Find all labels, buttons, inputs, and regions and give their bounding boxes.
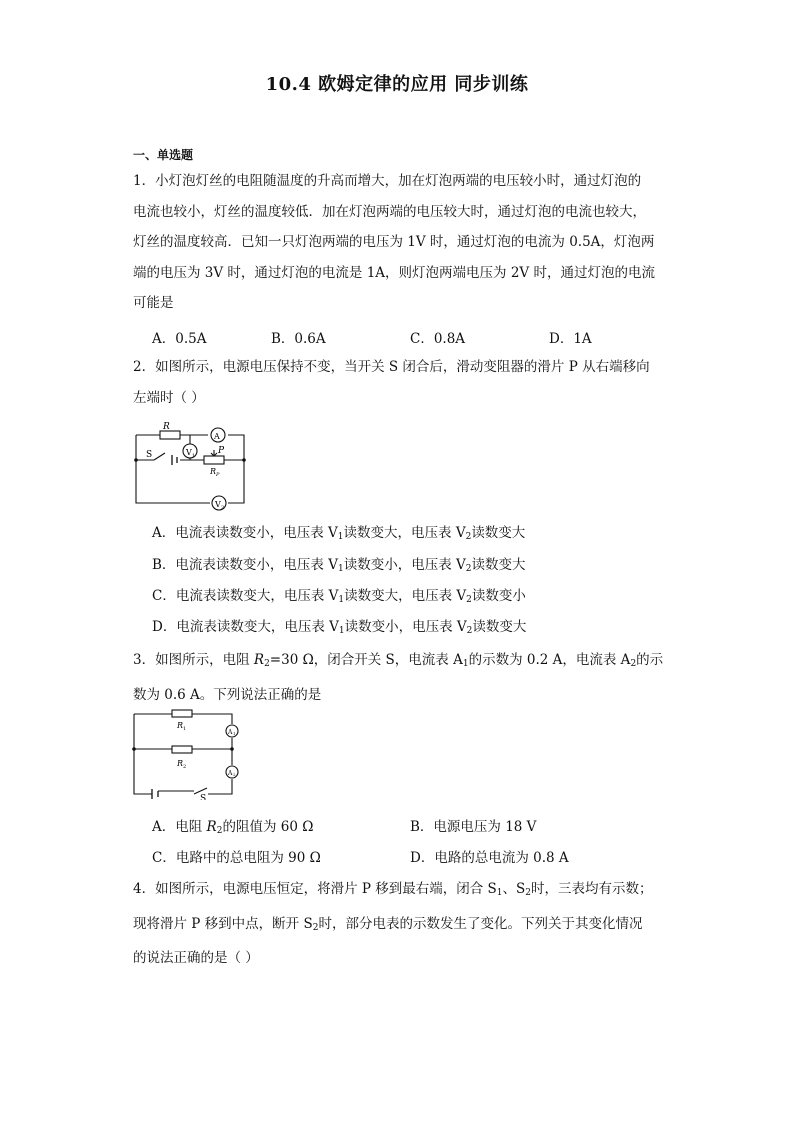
q1-option-b: B．0.6A: [271, 331, 326, 347]
q3-resistor-r2: [172, 746, 192, 753]
q2-label-a: A: [214, 432, 220, 441]
question-1-text: [133, 166, 673, 319]
q2-label-r: R: [163, 422, 170, 432]
q2-option-d: D．电流表读数变大，电压表 $V_1$读数变小，电压表 $V_2$读数变大: [152, 619, 527, 636]
q3-label-r1: R: [177, 721, 184, 730]
q3-label-a1-sub: 1: [233, 731, 236, 736]
q1-line: 灯丝的温度较高．已知一只灯泡两端的电压为 1V 时，通过灯泡的电流为 0.5A，灯泡两: [133, 234, 655, 250]
q3-option-c: C．电路中的总电阻为 90 Ω: [152, 850, 321, 866]
q3-label-a2: A: [228, 770, 233, 777]
section-heading: 一、单选题: [133, 148, 194, 162]
question-2-text: [133, 352, 673, 413]
q2-option-c: C．电流表读数变大，电压表 $V_1$读数变大，电压表 $V_2$读数变小: [152, 588, 526, 605]
q3-option-d: D．电路的总电流为 0.8 A: [410, 850, 569, 866]
q1-line: 电流也较小，灯丝的温度较低．加在灯泡两端的电压较大时，通过灯泡的电流也较大，: [133, 203, 646, 220]
q3-resistor-r1: [172, 710, 192, 717]
q3-label-s: S: [200, 794, 207, 800]
q1-line: 可能是: [133, 295, 174, 311]
q2-option-b: B．电流表读数变小，电压表 $V_1$读数变小，电压表 $V_2$读数变大: [152, 557, 526, 574]
q3-option-a: A．电阻 $R_2$的阻值为 60 Ω: [152, 819, 314, 836]
q2-label-p: P: [218, 446, 225, 456]
page-title: 10.4 欧姆定律的应用 同步训练: [265, 74, 529, 95]
q3-label-r2: R: [177, 759, 184, 768]
q2-label-v2-sub: 2: [221, 505, 225, 511]
q3-circuit-diagram: [130, 708, 242, 800]
q2-label-s: S: [146, 450, 153, 460]
q3-label-a2-sub: 2: [233, 772, 236, 777]
q2-resistor-r: [160, 431, 180, 439]
q1-line: 1．小灯泡灯丝的电阻随温度的升高而增大，加在灯泡两端的电压较小时，通过灯泡的: [133, 173, 642, 189]
question-3-text: 3．如图所示，电阻 $R_2=30$ Ω，闭合开关 S，电流表 $A_1$的示数为 0.2 A，电流表 $A_2$的示 数为 0.6 A。下列说法正确的是: [133, 652, 664, 703]
q3-label-r1-sub: 1: [183, 726, 187, 732]
q2-line: 左端时（ ）: [133, 389, 205, 406]
q2-label-rp: R: [210, 467, 217, 476]
q3-label-r2-sub: 2: [183, 764, 187, 770]
q2-rheostat: [204, 456, 224, 464]
q2-line: 2．如图所示，电源电压保持不变，当开关 S 闭合后，滑动变阻器的滑片 P 从右端移向: [133, 359, 650, 375]
q2-label-rp-sub: P: [216, 472, 220, 478]
q3-label-a1: A: [228, 729, 233, 736]
q1-option-a: A．0.5A: [152, 331, 207, 347]
q3-option-b: B．电源电压为 18 V: [410, 819, 537, 835]
q1-option-d: D．1A: [549, 331, 592, 347]
q1-line: 端的电压为 3V 时，通过灯泡的电流是 1A，则灯泡两端电压为 2V 时，通过灯泡的电流: [133, 264, 655, 281]
question-4-text: 4．如图所示，电源电压恒定，将滑片 P 移到最右端，闭合 $S_1$、$S_2$时，三表均有示数； 现将滑片 P 移到中点，断开 $S_2$时，部分电表的示数发生了变化。下列关于其变化情况 的说法正确的是（ ）: [133, 881, 653, 966]
q2-circuit-diagram: [132, 420, 252, 512]
q2-label-v1-sub: 1: [192, 453, 196, 459]
q1-option-c: C．0.8A: [410, 331, 466, 347]
q2-option-a: A．电流表读数变小，电压表 $V_1$读数变大，电压表 $V_2$读数变大: [152, 525, 526, 542]
q2-label-v2: V: [215, 500, 221, 509]
q2-label-v1: V: [186, 448, 192, 457]
